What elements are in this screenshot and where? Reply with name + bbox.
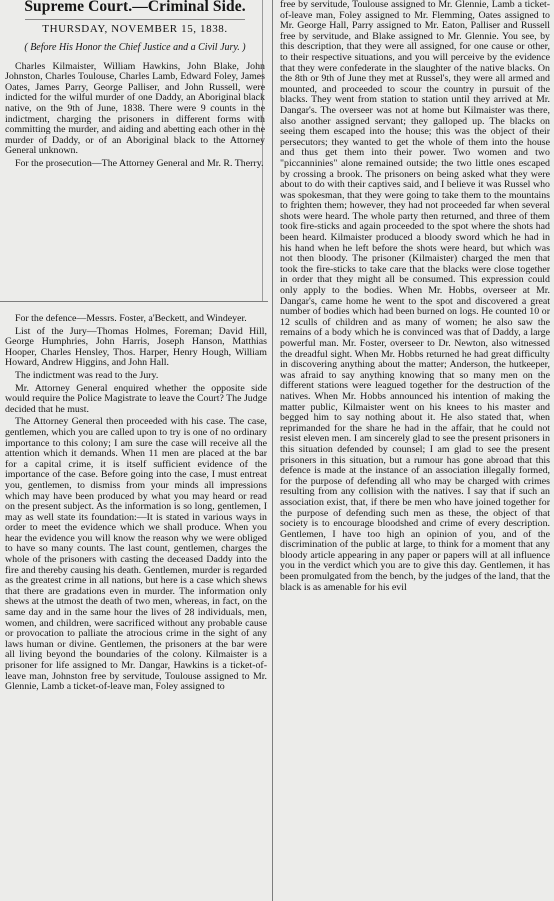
subheading: ( Before His Honor the Chief Justice and a Civil Jury. ) <box>24 42 246 54</box>
paragraph: For the prosecution—The Attorney General and Mr. R. Therry. <box>15 158 264 170</box>
dateline-rule <box>25 19 245 20</box>
left-column-body <box>5 314 267 695</box>
article-header-block <box>5 0 265 172</box>
paragraph: Charles Kilmaister, William Hawkins, John Blake, John Johnston, Charles Toulouse, Charles Lamb, Edward Foley, James Oates, James Parry, George Palliser, and John Russell, were indicted for the wilful murder of one Daddy, an Aboriginal black native, on the 9th of June, 1838. There were 9 counts in the indictment, charging the prisoners in different forms with committing the murder, and aiding and abetting each other in the murder of Daddy, or of an Aboriginal black to the Attorney General unknown. <box>5 60 265 157</box>
paragraph: Mr. Attorney General enquired whether the opposite side would require the Police Magistrate to leave the Court? The Judge decided that he must. <box>5 382 267 415</box>
right-paragraphs <box>280 0 550 593</box>
paragraph: For the defence—Messrs. Foster, a'Beckett, and Windeyer. <box>15 313 247 324</box>
left-top-paragraphs <box>5 62 265 170</box>
dateline: THURSDAY, NOVEMBER 15, 1838. <box>42 22 228 35</box>
column-divider <box>272 0 273 901</box>
left-bottom-paragraphs <box>5 314 267 693</box>
paragraph: List of the Jury—Thomas Holmes, Foreman; David Hill, George Humphries, John Harris, Joseph Hanson, Matthias Hooper, Charles Hensley, Thos. Harper, Henry Hough, William Howard, Andrew Higgins, and John Hall. <box>5 325 267 369</box>
right-column-body <box>280 0 550 595</box>
headline: Supreme Court.—Criminal Side. <box>24 0 246 15</box>
paragraph: The indictment was read to the Jury. <box>15 369 159 381</box>
paragraph: free by servitude, Toulouse assigned to Mr. Glennie, Lamb a ticket-of-leave man, Foley assigned to Mr. Flemming, Oates assigned to Mr. George Hall, Parry assigned to Mr. Eaton, Palliser and Russell free by servitude, and Blake assigned to Mr. Glennie. You see, by this description, that they were all assigned, for one cause or other, to their respective situations, and you will perceive by the evidence that they were confederate in the slaughter of the native blacks. On the 8th or 9th of June they met at Russel's, they were all armed and mounted, and proceeded to scour the country in pursuit of the blacks. They went from station to station until they arrived at Mr. Dangar's. The overseer was not at home but Kilmaister was there, also another assigned servant; they galloped up. The blacks on seeing them escaped into the house; this was the object of their persecutors; they wanted to get the whole of them into the house and thus get them into their power. Two women and two "piccanninies" alone remained outside; the two little ones escaped by crossing a brook. The prisoners on being asked what they were about to do with their captives said, and I believe it was Russel who was spokesman, that they were going to take them to the mountains to frighten them; however, they had not proceeded far when several shots were heard. The whole party then returned, and three of them took fire-sticks and again proceeded to the spot where the shots had been heard. Kilmaister produced a bloody sword which he had in his hand when he left before the shots were heard, but which was not then bloody. The prisoner (Kilmaister) charged the men that took the fire-sticks to take care that the blacks were close together in order that they might all be consumed. This expression could only apply to the bodies. When Mr. Hobbs, overseer at Mr. Dangar's, came home he went to the spot and discovered a great number of bodies which had been burned on logs. He counted 10 or 12 sculls of children and as many of women; he also saw the remains of a body which he is convinced was that of Daddy, a large powerful man. Mr. Foster, overseer to Dr. Newton, also witnessed the dreadful sight. When Mr. Hobbs returned he had great difficulty in discovering anything about the matter; Anderson, the hutkeeper, was afraid to say anything knowing that so many men on the different stations were leagued together for the destruction of the natives. When Mr. Hobbs announced his intention of making the matter public, Kilmaister went on his knees to his master and begged him to say nothing about it. He also stated that, when reprimanded for the share he had in the affair, that he could not resist eleven men. I am sincerely glad to see the present prisoners in this situation defended by counsel; I am glad to see the present prisoners in this situation, but a rumour has gone abroad that this defence is made at the instance of an association illegally formed, for the purpose of defending all who may be charged with crimes resulting from any collision with the natives. I say that if such an association exist, that, if there be men who have joined together for the purpose of defending such men as these, the object of that society is to encourage bloodshed and crime of every description. Gentlemen, I have too high an opinion of you, and of the discrimination of the public at large, to think for a moment that any bloody article appearing in any paper or papers will at all influence you in the verdict which you are to give this day. Gentlemen, it has been promulgated from the bench, by the judges of the land, that the black is as amenable for his evil <box>280 0 550 593</box>
paragraph: The Attorney General then proceeded with his case. The case, gentlemen, which you are called upon to try is one of no ordinary importance to this colony; I am sure the case will receive all the attention which it demands. When 11 men are placed at the bar for a capital crime, it is itself sufficient evidence of the importance of the case. Before going into the case, I must entreat you, gentlemen, to dismiss from your minds all impressions which may have been produced by what you may heard or read on the present subject. As the information is so long, gentlemen, I may as well state its foundation:—It is stated in various ways in order to meet the evidence which we shall produce. When you hear the evidence you will know the reason why we were obliged to have so many counts. The last count, gentlemen, charges the whole of the prisoners with casting the deceased Daddy into the fire and thereby causing his death. Gentlemen, murder is regarded as the greatest crime in all nations, but here is a case which shews that there are gradations even in murder. The information only shews at the utmost the death of two men, whereas, in fact, on the same day and in the same hour the lives of 28 individuals, men, women, and children, were sacrificed without any probable cause or provocation to palliate the atrocious crime in the sight of any laws human or divine. Gentlemen, the prisoners at the bar were all living beyond the boundaries of the colony. Kilmaister is a prisoner for life assigned to Mr. Dangar, Hawkins is a ticket-of-leave man, Johnston free by servitude, Toulouse assigned to Mr. Glennie, Lamb a ticket-of-leave man, Foley assigned to <box>5 416 267 693</box>
section-divider <box>0 301 268 302</box>
